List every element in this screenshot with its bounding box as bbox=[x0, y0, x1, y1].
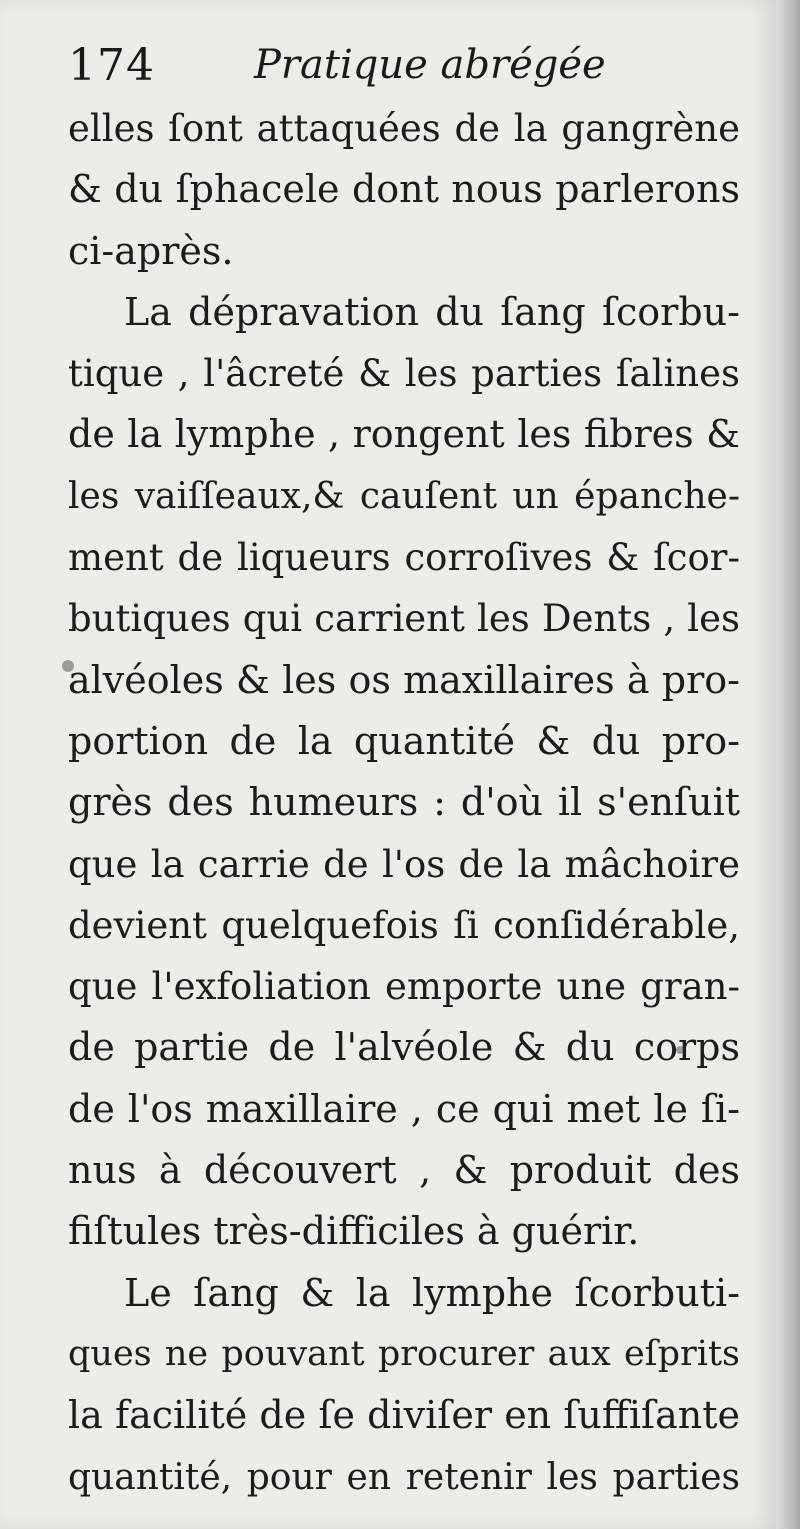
text-line: alvéoles & les os maxillaires à pro- bbox=[68, 657, 740, 702]
text-line: quantité, pour en retenir les parties bbox=[68, 1456, 740, 1498]
ink-speck bbox=[62, 660, 74, 672]
ink-speck bbox=[676, 1046, 684, 1054]
text-line: fiſtules très-difficiles à guérir. bbox=[68, 1209, 640, 1254]
text-line: elles ſont attaquées de la gangrène bbox=[68, 107, 740, 150]
text-line: de l'os maxillaire , ce qui met le ſi- bbox=[68, 1086, 740, 1131]
text-line: ci-après. bbox=[68, 228, 234, 273]
text-line: de la lymphe , rongent les fibres & bbox=[68, 412, 740, 457]
text-line: nus à découvert , & produit des bbox=[68, 1148, 740, 1193]
body-text bbox=[68, 98, 740, 1508]
page-number: 174 bbox=[68, 40, 155, 91]
text-line: tique , l'âcreté & les parties ſalines bbox=[68, 352, 740, 396]
text-line: ques ne pouvant procurer aux eſprits bbox=[68, 1333, 740, 1374]
text-line: que la carrie de l'os de la mâchoire bbox=[68, 842, 740, 886]
running-title: Pratique abrégée bbox=[254, 42, 606, 88]
text-line: de partie de l'alvéole & du corps bbox=[68, 1025, 740, 1070]
text-line: Le ſang & la lymphe ſcorbuti- bbox=[124, 1270, 740, 1315]
text-line: butiques qui carrient les Dents , les bbox=[68, 597, 740, 641]
text-line: La dépravation du ſang ſcorbu- bbox=[124, 289, 740, 334]
text-line: que l'exfoliation emporte une gran- bbox=[68, 965, 740, 1009]
text-line: devient quelquefois ſi conſidérable, bbox=[68, 903, 740, 947]
text-line: ment de liqueurs corroſives & ſcor- bbox=[68, 536, 740, 580]
page-edge bbox=[776, 0, 800, 1529]
text-line: les vaiſſeaux,& cauſent un épanche- bbox=[68, 475, 740, 517]
text-line: & du ſphacele dont nous parlerons bbox=[68, 167, 740, 212]
text-line: la facilité de ſe diviſer en ſuffiſante bbox=[68, 1393, 740, 1438]
text-line: portion de la quantité & du pro- bbox=[68, 718, 740, 763]
text-line: grès des humeurs : d'où il s'enſuit bbox=[68, 780, 740, 825]
page-header bbox=[68, 40, 728, 102]
